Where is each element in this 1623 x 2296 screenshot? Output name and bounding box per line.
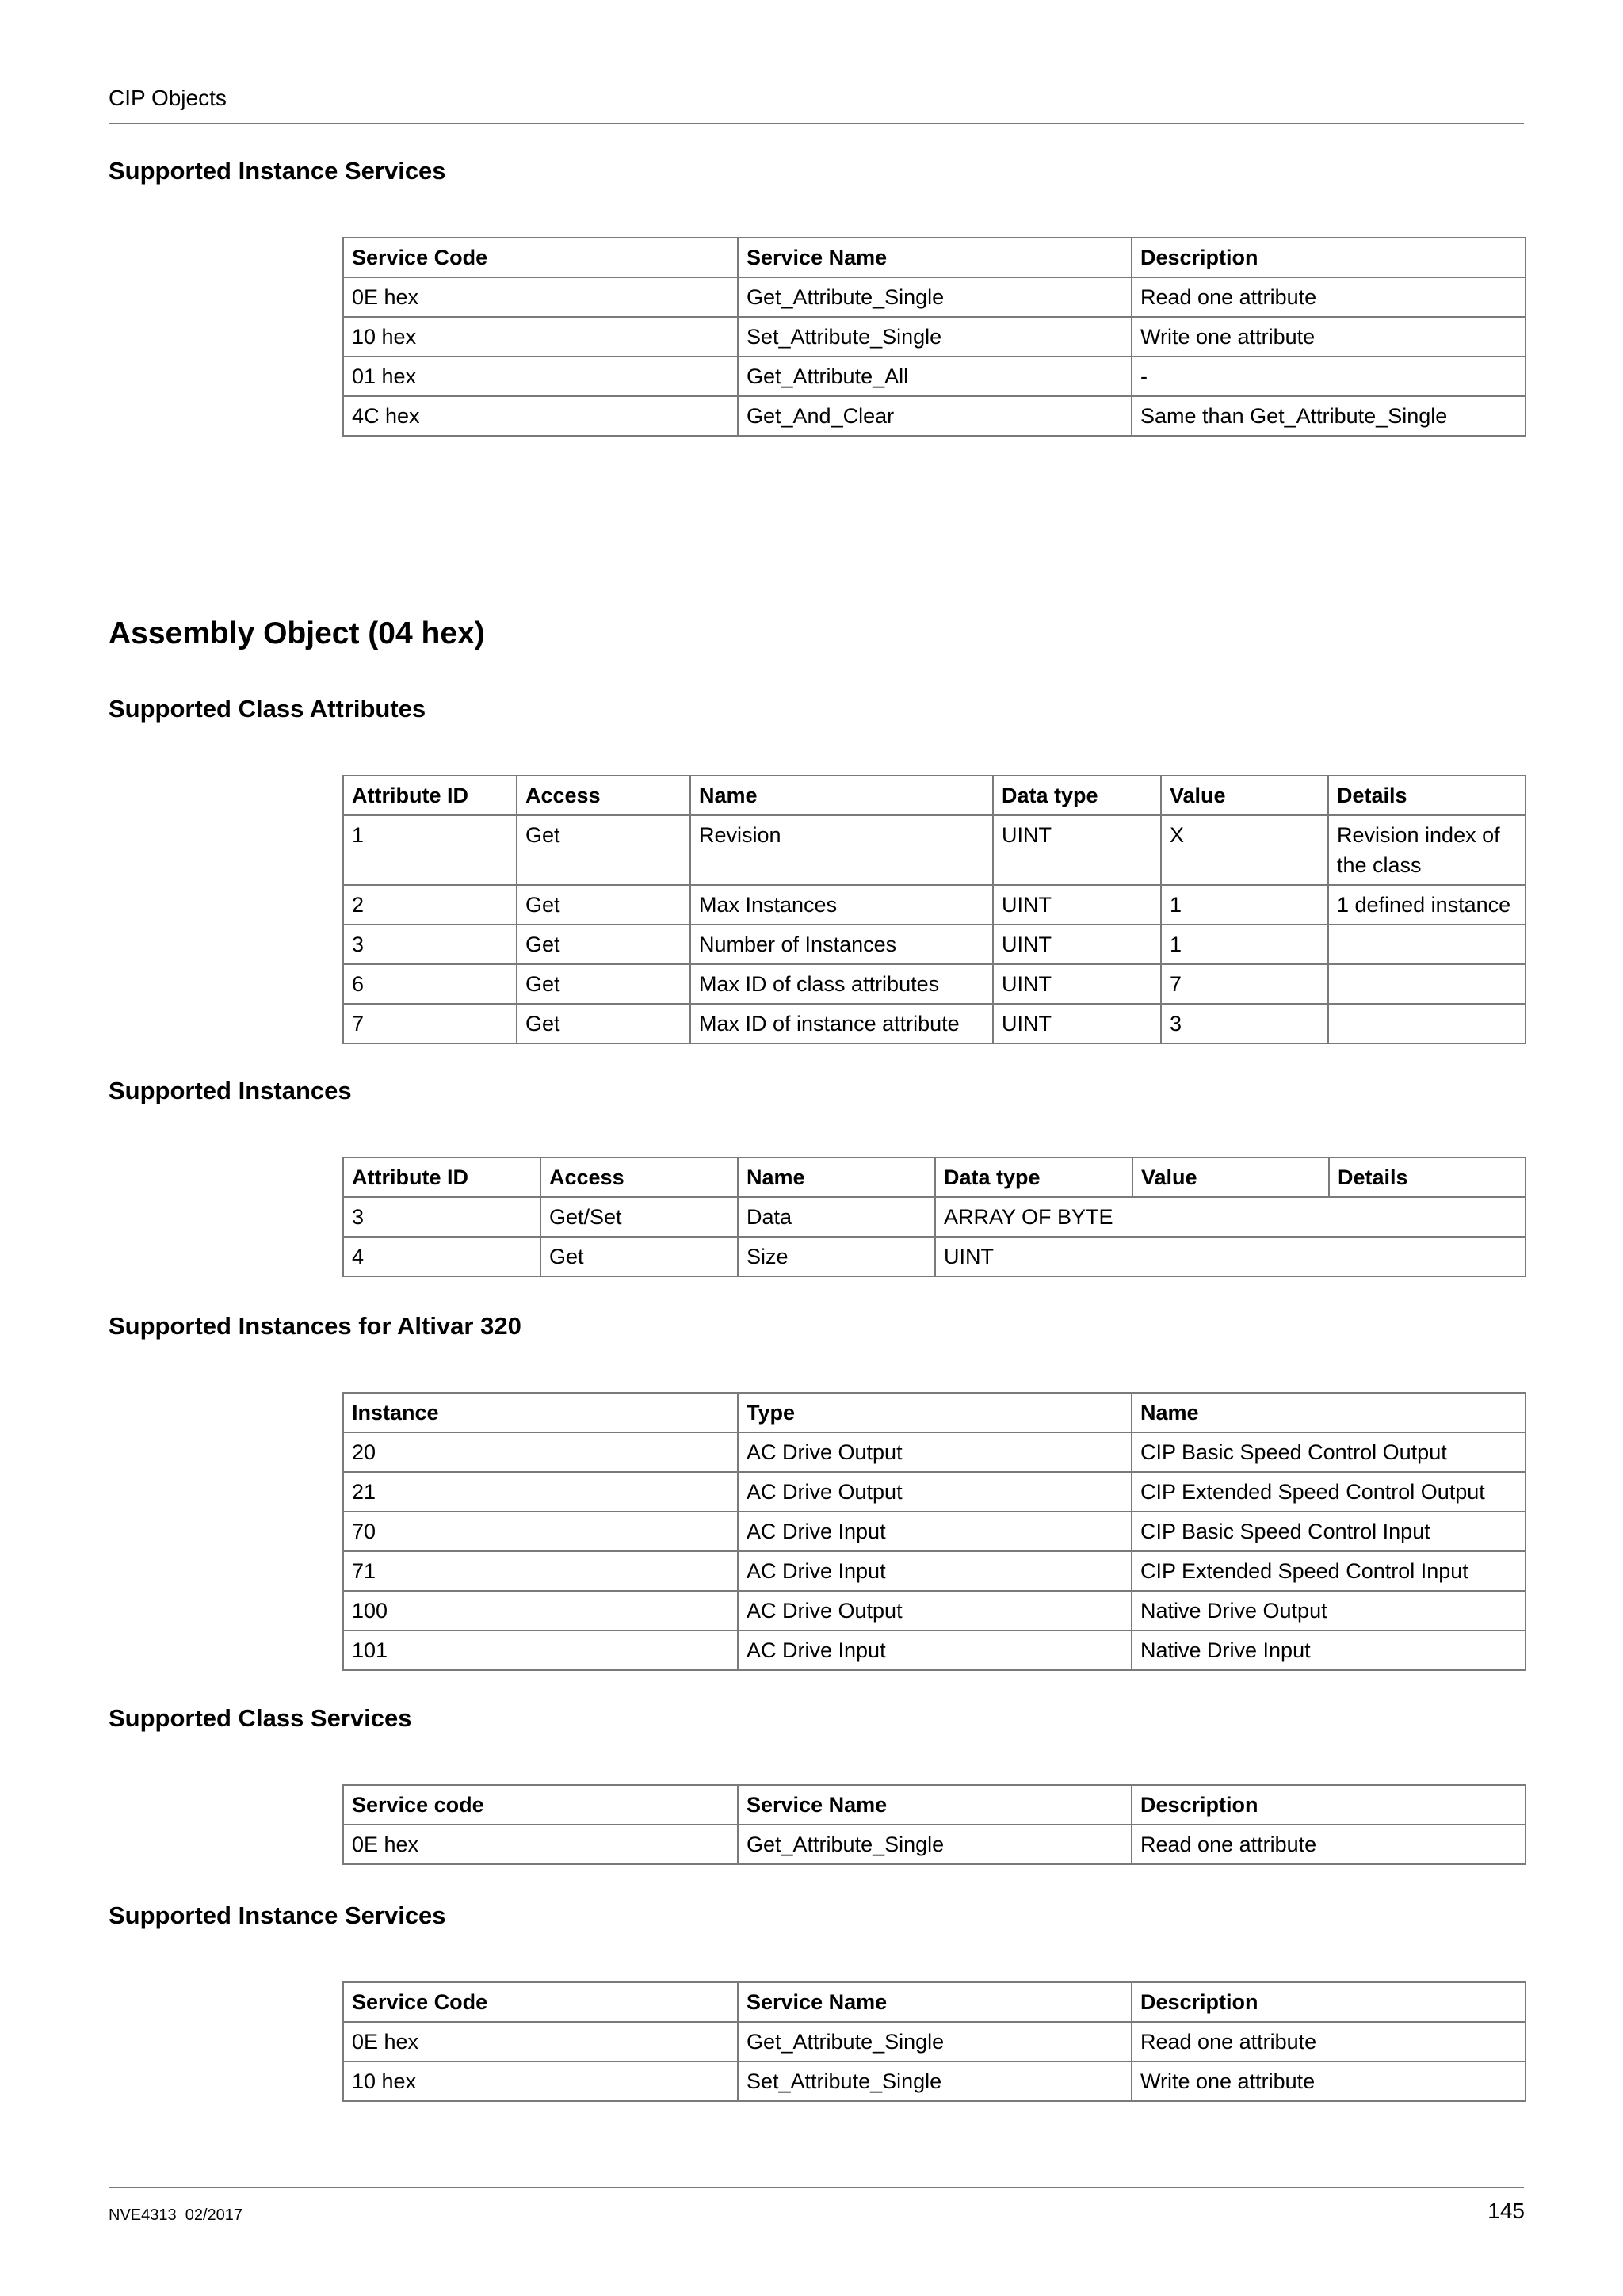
column-header: Service Name bbox=[738, 238, 1132, 277]
table-cell: Max ID of instance attribute bbox=[690, 1004, 993, 1043]
table-row bbox=[343, 1512, 1526, 1551]
table-cell: 3 bbox=[343, 1197, 540, 1237]
column-header: Name bbox=[690, 776, 993, 815]
column-header: Description bbox=[1132, 238, 1526, 277]
column-header: Value bbox=[1161, 776, 1328, 815]
table-cell: Set_Attribute_Single bbox=[738, 2061, 1132, 2101]
table-row bbox=[343, 277, 1526, 317]
column-header: Details bbox=[1328, 776, 1526, 815]
table-cell: 21 bbox=[343, 1472, 738, 1512]
table-cell: ARRAY OF BYTE bbox=[935, 1197, 1526, 1237]
table-cell: 100 bbox=[343, 1591, 738, 1630]
table-header-row bbox=[343, 1785, 1526, 1825]
table-cell: Native Drive Output bbox=[1132, 1591, 1526, 1630]
table-cell: - bbox=[1132, 357, 1526, 396]
section-heading-instance-services-prev: Supported Instance Services bbox=[109, 157, 446, 185]
table-row bbox=[343, 396, 1526, 436]
footer-doc-reference: NVE4313 02/2017 bbox=[109, 2206, 243, 2224]
table-cell: X bbox=[1161, 815, 1328, 885]
table-cell: AC Drive Output bbox=[738, 1591, 1132, 1630]
table-header-row bbox=[343, 1158, 1526, 1197]
page-title-assembly-object: Assembly Object (04 hex) bbox=[109, 616, 485, 650]
table-cell: 1 bbox=[343, 815, 517, 885]
section-heading-instances-altivar: Supported Instances for Altivar 320 bbox=[109, 1312, 521, 1340]
column-header: Service Name bbox=[738, 1785, 1132, 1825]
section-heading-instance-services: Supported Instance Services bbox=[109, 1901, 446, 1929]
table-row bbox=[343, 1004, 1526, 1043]
column-header: Data type bbox=[993, 776, 1161, 815]
table-row bbox=[343, 1551, 1526, 1591]
table-row bbox=[343, 1432, 1526, 1472]
table-cell: Get bbox=[540, 1237, 738, 1276]
column-header: Type bbox=[738, 1393, 1132, 1432]
column-header: Data type bbox=[935, 1158, 1132, 1197]
table-row bbox=[343, 964, 1526, 1004]
table-cell: 1 defined instance bbox=[1328, 885, 1526, 925]
table-cell: Get_Attribute_Single bbox=[738, 1825, 1132, 1864]
table-instances bbox=[342, 1157, 1526, 1277]
table-cell: UINT bbox=[935, 1237, 1526, 1276]
table-cell: Get/Set bbox=[540, 1197, 738, 1237]
table-row bbox=[343, 317, 1526, 357]
table-cell: 0E hex bbox=[343, 1825, 738, 1864]
table-cell: 3 bbox=[1161, 1004, 1328, 1043]
table-cell: 10 hex bbox=[343, 317, 738, 357]
table-cell: Get_Attribute_All bbox=[738, 357, 1132, 396]
table-cell: 1 bbox=[1161, 925, 1328, 964]
table-cell: Same than Get_Attribute_Single bbox=[1132, 396, 1526, 436]
table-row bbox=[343, 1472, 1526, 1512]
table-cell: CIP Basic Speed Control Input bbox=[1132, 1512, 1526, 1551]
table-cell: Number of Instances bbox=[690, 925, 993, 964]
table-cell bbox=[1328, 964, 1526, 1004]
table-cell: CIP Basic Speed Control Output bbox=[1132, 1432, 1526, 1472]
footer-rule bbox=[109, 2187, 1524, 2188]
table-cell: 10 hex bbox=[343, 2061, 738, 2101]
table-row bbox=[343, 357, 1526, 396]
table-cell: Get bbox=[517, 925, 690, 964]
column-header: Instance bbox=[343, 1393, 738, 1432]
column-header: Value bbox=[1132, 1158, 1329, 1197]
table-header-row bbox=[343, 238, 1526, 277]
table-row bbox=[343, 1591, 1526, 1630]
table-cell: 01 hex bbox=[343, 357, 738, 396]
table-cell: Set_Attribute_Single bbox=[738, 317, 1132, 357]
column-header: Description bbox=[1132, 1785, 1526, 1825]
section-heading-instances: Supported Instances bbox=[109, 1077, 352, 1104]
table-cell: Get bbox=[517, 885, 690, 925]
table-cell: Read one attribute bbox=[1132, 2022, 1526, 2061]
table-cell: 4C hex bbox=[343, 396, 738, 436]
table-cell: 101 bbox=[343, 1630, 738, 1670]
table-cell: UINT bbox=[993, 964, 1161, 1004]
column-header: Access bbox=[517, 776, 690, 815]
table-cell: Get bbox=[517, 1004, 690, 1043]
page-number: 145 bbox=[1487, 2199, 1525, 2223]
table-cell: 20 bbox=[343, 1432, 738, 1472]
table-cell bbox=[1328, 925, 1526, 964]
table-cell: Get bbox=[517, 964, 690, 1004]
table-cell: Get_And_Clear bbox=[738, 396, 1132, 436]
column-header: Service Code bbox=[343, 238, 738, 277]
table-cell: AC Drive Input bbox=[738, 1630, 1132, 1670]
table-cell: 7 bbox=[343, 1004, 517, 1043]
table-header-row bbox=[343, 1982, 1526, 2022]
table-row bbox=[343, 1630, 1526, 1670]
table-row bbox=[343, 2022, 1526, 2061]
column-header: Description bbox=[1132, 1982, 1526, 2022]
column-header: Service code bbox=[343, 1785, 738, 1825]
running-header-title: CIP Objects bbox=[109, 86, 227, 110]
table-instances-altivar bbox=[342, 1392, 1526, 1671]
table-cell: Data bbox=[738, 1197, 935, 1237]
column-header: Attribute ID bbox=[343, 776, 517, 815]
table-class-services bbox=[342, 1784, 1526, 1865]
table-cell: 70 bbox=[343, 1512, 738, 1551]
table-cell: 3 bbox=[343, 925, 517, 964]
table-cell: 7 bbox=[1161, 964, 1328, 1004]
table-cell: Max Instances bbox=[690, 885, 993, 925]
table-cell: UINT bbox=[993, 815, 1161, 885]
table-row bbox=[343, 815, 1526, 885]
table-cell: AC Drive Input bbox=[738, 1551, 1132, 1591]
section-heading-class-services: Supported Class Services bbox=[109, 1704, 412, 1732]
table-cell: Get_Attribute_Single bbox=[738, 277, 1132, 317]
header-rule bbox=[109, 123, 1524, 124]
table-cell: Get bbox=[517, 815, 690, 885]
table-cell: 2 bbox=[343, 885, 517, 925]
table-cell: 0E hex bbox=[343, 2022, 738, 2061]
column-header: Access bbox=[540, 1158, 738, 1197]
table-row bbox=[343, 1197, 1526, 1237]
column-header: Service Name bbox=[738, 1982, 1132, 2022]
table-instance-services-prev bbox=[342, 237, 1526, 437]
table-cell: Max ID of class attributes bbox=[690, 964, 993, 1004]
table-row bbox=[343, 925, 1526, 964]
table-cell: Revision bbox=[690, 815, 993, 885]
table-cell: Revision index of the class bbox=[1328, 815, 1526, 885]
section-heading-class-attributes: Supported Class Attributes bbox=[109, 695, 426, 723]
table-row bbox=[343, 2061, 1526, 2101]
table-cell: 6 bbox=[343, 964, 517, 1004]
table-header-row bbox=[343, 1393, 1526, 1432]
table-cell: Write one attribute bbox=[1132, 317, 1526, 357]
column-header: Name bbox=[738, 1158, 935, 1197]
table-cell: AC Drive Output bbox=[738, 1472, 1132, 1512]
table-cell: Get_Attribute_Single bbox=[738, 2022, 1132, 2061]
table-cell: AC Drive Input bbox=[738, 1512, 1132, 1551]
column-header: Details bbox=[1329, 1158, 1526, 1197]
table-row bbox=[343, 1237, 1526, 1276]
table-cell: 1 bbox=[1161, 885, 1328, 925]
table-row bbox=[343, 1825, 1526, 1864]
table-cell: CIP Extended Speed Control Input bbox=[1132, 1551, 1526, 1591]
column-header: Attribute ID bbox=[343, 1158, 540, 1197]
table-cell bbox=[1328, 1004, 1526, 1043]
table-cell: 0E hex bbox=[343, 277, 738, 317]
table-cell: 71 bbox=[343, 1551, 738, 1591]
table-cell: AC Drive Output bbox=[738, 1432, 1132, 1472]
table-cell: CIP Extended Speed Control Output bbox=[1132, 1472, 1526, 1512]
table-cell: Native Drive Input bbox=[1132, 1630, 1526, 1670]
table-cell: Read one attribute bbox=[1132, 1825, 1526, 1864]
table-cell: Write one attribute bbox=[1132, 2061, 1526, 2101]
table-cell: UINT bbox=[993, 925, 1161, 964]
table-cell: UINT bbox=[993, 1004, 1161, 1043]
column-header: Name bbox=[1132, 1393, 1526, 1432]
table-cell: Size bbox=[738, 1237, 935, 1276]
table-header-row bbox=[343, 776, 1526, 815]
table-cell: UINT bbox=[993, 885, 1161, 925]
table-cell: Read one attribute bbox=[1132, 277, 1526, 317]
table-instance-services bbox=[342, 1981, 1526, 2102]
table-row bbox=[343, 885, 1526, 925]
table-class-attributes bbox=[342, 775, 1526, 1044]
table-cell: 4 bbox=[343, 1237, 540, 1276]
column-header: Service Code bbox=[343, 1982, 738, 2022]
